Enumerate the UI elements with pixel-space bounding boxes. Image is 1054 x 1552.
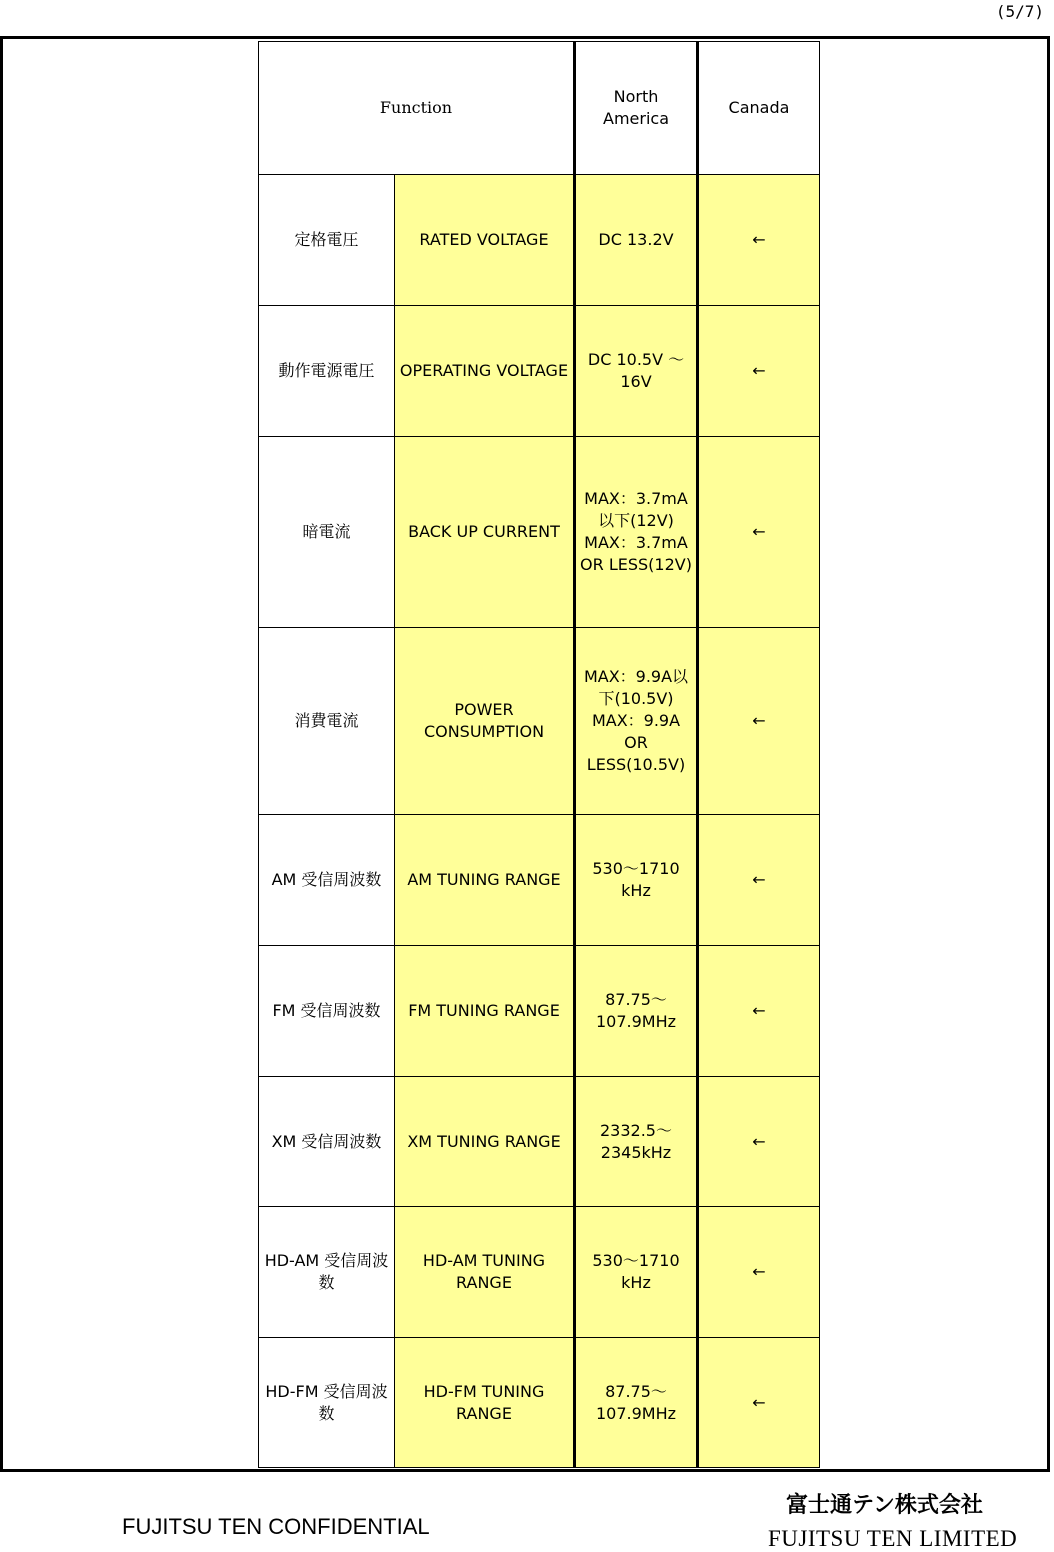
row-north-america-value: 530～1710 kHz — [575, 1207, 698, 1338]
row-canada-value: ← — [698, 815, 820, 946]
row-japanese-label: XM 受信周波数 — [259, 1077, 395, 1207]
table-row — [259, 1338, 820, 1468]
table-row — [259, 1207, 820, 1338]
page-number: (5/7) — [995, 2, 1044, 21]
row-north-america-value: 87.75～107.9MHz — [575, 1338, 698, 1468]
row-canada-value: ← — [698, 175, 820, 306]
row-north-america-value: MAX：9.9A以下(10.5V) MAX：9.9A OR LESS(10.5V) — [575, 628, 698, 815]
row-north-america-value: MAX：3.7mA以下(12V) MAX：3.7mA OR LESS(12V) — [575, 437, 698, 628]
table-header-row — [259, 42, 820, 175]
row-english-label: POWER CONSUMPTION — [395, 628, 575, 815]
row-japanese-label: 動作電源電圧 — [259, 306, 395, 437]
row-japanese-label: HD-AM 受信周波数 — [259, 1207, 395, 1338]
row-north-america-value: DC 13.2V — [575, 175, 698, 306]
row-canada-value: ← — [698, 1077, 820, 1207]
row-canada-value: ← — [698, 1338, 820, 1468]
header-canada: Canada — [698, 42, 820, 175]
row-japanese-label: AM 受信周波数 — [259, 815, 395, 946]
row-english-label: HD-AM TUNING RANGE — [395, 1207, 575, 1338]
table-row — [259, 946, 820, 1077]
table-row — [259, 175, 820, 306]
row-north-america-value: 530～1710 kHz — [575, 815, 698, 946]
table-row — [259, 306, 820, 437]
header-north-america: North America — [575, 42, 698, 175]
row-north-america-value: DC 10.5V ～16V — [575, 306, 698, 437]
row-canada-value: ← — [698, 306, 820, 437]
row-canada-value: ← — [698, 628, 820, 815]
table-row — [259, 437, 820, 628]
row-english-label: FM TUNING RANGE — [395, 946, 575, 1077]
row-japanese-label: 消費電流 — [259, 628, 395, 815]
row-japanese-label: FM 受信周波数 — [259, 946, 395, 1077]
row-english-label: RATED VOLTAGE — [395, 175, 575, 306]
row-japanese-label: 定格電圧 — [259, 175, 395, 306]
row-canada-value: ← — [698, 946, 820, 1077]
row-english-label: BACK UP CURRENT — [395, 437, 575, 628]
row-japanese-label: HD-FM 受信周波数 — [259, 1338, 395, 1468]
row-canada-value: ← — [698, 1207, 820, 1338]
row-japanese-label: 暗電流 — [259, 437, 395, 628]
row-north-america-value: 87.75～107.9MHz — [575, 946, 698, 1077]
spec-table — [258, 41, 820, 1468]
row-english-label: AM TUNING RANGE — [395, 815, 575, 946]
row-english-label: OPERATING VOLTAGE — [395, 306, 575, 437]
row-english-label: XM TUNING RANGE — [395, 1077, 575, 1207]
table-row — [259, 815, 820, 946]
header-function: Function — [259, 42, 575, 175]
table-row — [259, 1077, 820, 1207]
confidential-label: FUJITSU TEN CONFIDENTIAL — [122, 1514, 430, 1539]
row-north-america-value: 2332.5～2345kHz — [575, 1077, 698, 1207]
row-english-label: HD-FM TUNING RANGE — [395, 1338, 575, 1468]
table-row — [259, 628, 820, 815]
company-name-english: FUJITSU TEN LIMITED — [768, 1526, 1018, 1551]
company-name-japanese: 富士通テン株式会社 — [786, 1493, 983, 1518]
row-canada-value: ← — [698, 437, 820, 628]
